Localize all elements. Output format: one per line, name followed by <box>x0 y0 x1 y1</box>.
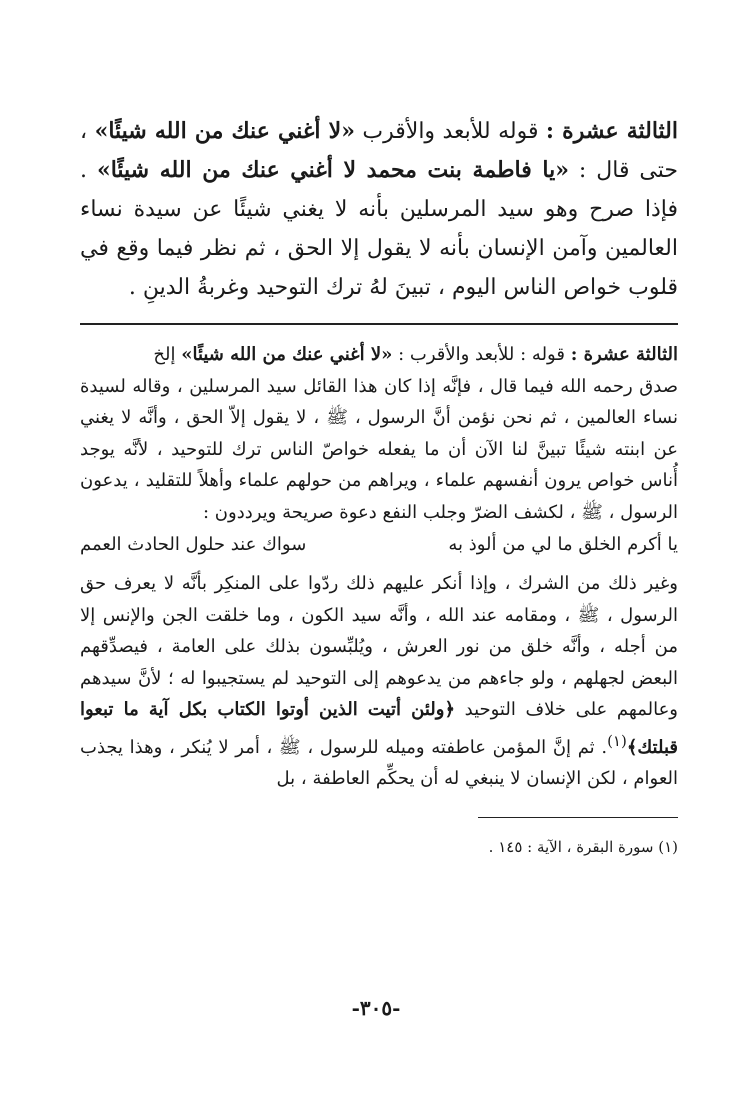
commentary-heading-end: إلخ <box>153 344 182 365</box>
main-sentence-2: . فإذا صرح وهو سيد المرسلين بأنه لا يغني شيئًا عن سيدة نساء العالمين وآمن الإنسان بأنه لا يقول إلا الحق ، ثم نظر فيما وقع في قلوب خواص الناس اليوم ، تبينَ لهُ ترك التوحيد وغربةُ الدينِ . <box>80 158 678 300</box>
footnote-separator <box>478 817 678 818</box>
main-sentence-1: قوله للأبعد والأقرب <box>354 119 546 144</box>
main-sentence-1-after: ، حتى قال : <box>80 119 679 183</box>
poem-hemistich-1: يا أكرم الخلق ما لي من ألوذ به <box>448 534 678 555</box>
commentary-heading <box>80 339 678 371</box>
commentary-paragraph-2-before: وغير ذلك من الشرك ، وإذا أنكر عليهم ذلك ردّوا على المنكِر بأنَّه لا يعرف حق الرسول ، ﷺ ، ومقامه عند الله ، وأنَّه سيد الكون ، وما خلقت الجن والإنس إلا من أجله ، وأنَّه خلق من نور العرش ، ويُلبِّسون بذلك على العامة ، فيصدِّقهم البعض لجهلهم ، ولو جاءهم من يدعوهم إلى التوحيد لم يستجيبوا له ؛ لأنَّ سيدهم وعالمهم على خلاف التوحيد <box>80 573 678 720</box>
main-quote-2: «يا فاطمة بنت محمد لا أغني عنك من الله شيئًا» <box>96 157 569 183</box>
page-body <box>80 112 678 860</box>
main-paragraph <box>80 112 678 307</box>
commentary-paragraph-2-after: . ثم إنَّ المؤمن عاطفته وميله للرسول ، ﷺ ، أمر لا يُنكر ، وهذا يجذب العوام ، لكن الإنسان لا ينبغي له أن يحكِّم العاطفة ، بل <box>80 736 678 789</box>
commentary-heading-quote: «لا أغني عنك من الله شيئًا» <box>181 344 393 365</box>
commentary-paragraph-1: صدق رحمه الله فيما قال ، فإنَّه إذا كان هذا القائل سيد المرسلين ، وقاله لسيدة نساء العالمين ، ثم نحن نؤمن أنَّ الرسول ، ﷺ ، لا يقول إلاّ الحق ، وأنَّه لا يغني عن ابنته شيئًا تبينَّ لنا الآن أن ما يفعله خواصّ الناس ترك للتوحيد ، لأنَّه يوجد أُناس خواص يرون أنفسهم علماء ، ويراهم من حولهم علماء وأهلاً للتقليد ، يدعون الرسول ، ﷺ ، لكشف الضرّ وجلب النفع دعوة صريحة ويرددون : <box>80 375 678 523</box>
commentary-heading-rest: قوله : للأبعد والأقرب : <box>392 344 571 365</box>
poem-verse <box>80 528 678 562</box>
commentary <box>80 339 678 528</box>
main-text <box>80 112 678 307</box>
main-heading-label: الثالثة عشرة : <box>545 118 678 144</box>
commentary-paragraph-2 <box>80 568 678 795</box>
commentary-continued <box>80 568 678 795</box>
footnote-marker[interactable]: (١) <box>607 731 627 750</box>
poem-hemistich-2: سواك عند حلول الحادث العمم <box>80 534 307 555</box>
commentary-heading-label: الثالثة عشرة : <box>570 344 678 365</box>
main-quote-1: «لا أغني عنك من الله شيئًا» <box>94 118 355 144</box>
page-number: -٣٠٥- <box>351 996 401 1020</box>
quran-quote: ﴿ولئن أتيت الذين أوتوا الكتاب بكل آية ما تبعوا قبلتك﴾ <box>80 699 678 758</box>
footnote: (١) سورة البقرة ، الآية : ١٤٥ . <box>488 837 678 856</box>
main-separator <box>80 323 678 325</box>
